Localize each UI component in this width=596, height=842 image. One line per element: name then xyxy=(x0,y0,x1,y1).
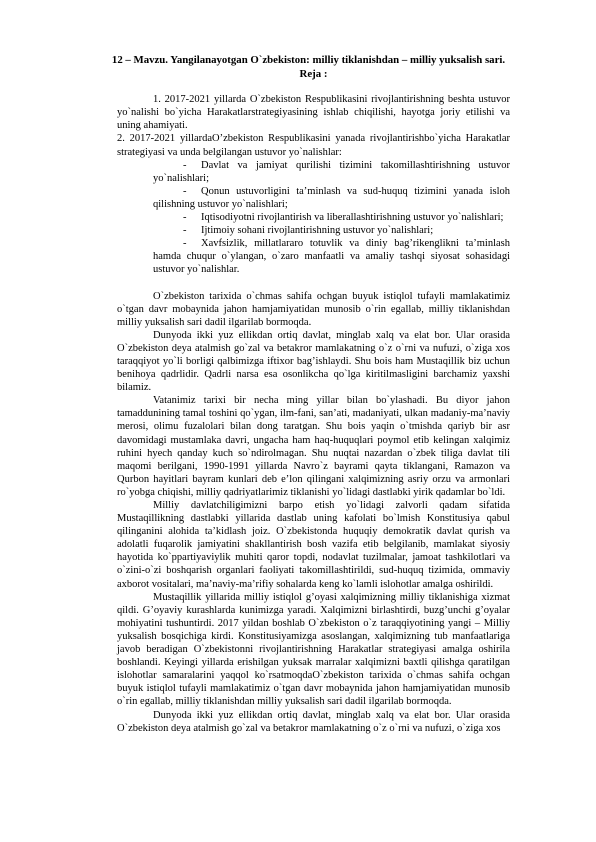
plan-subitem-text: Iqtisodiyotni rivojlantirish va liberallashtirishning ustuvor yo`nalishlari; xyxy=(201,212,504,224)
list-dash: - xyxy=(183,212,187,224)
list-dash: - xyxy=(183,159,187,171)
lesson-title: 12 – Mavzu. Yangilanayotgan O`zbekiston: milliy tiklanishdan – milliy yuksalish sari. xyxy=(111,54,506,66)
plan-subitem-text: Xavfsizlik, millatlararo totuvlik va diniy bag’rikenglikni ta’minlash hamda chuqur o`ylangan, o`zaro manfaatli va amaliy tashqi siyosat sohasidagi ustuvor yo`nalishlar. xyxy=(153,238,510,276)
body-paragraph: Dunyoda ikki yuz ellikdan ortiq davlat, minglab xalq va elat bor. Ular orasida O`zbekiston deya atalmish go`zal va betakror mamlakatning o`z o`rni va nufuzi, o`ziga xos taraqqiyot yo`li borligi qalbimizga iftixor bag’ishlaydi. Shu bois ham Mustaqillik biz uchun benihoya qadrlidir. Qadrli narsa esa osonlikcha qo`lga kiritilmasligini barchamiz yaxshi bilamiz. xyxy=(117,329,510,394)
spacer xyxy=(117,277,510,290)
list-dash: - xyxy=(183,185,187,197)
plan-subitem xyxy=(153,224,510,237)
body-paragraph: Vatanimiz tarixi bir necha ming yillar bilan bo`ylashadi. Bu diyor jahon tamaddunining tamal toshini qo`ygan, ilm-fani, san’ati, madaniyati, ulkan madaniy-ma’naviy merosi, olimu fuzalolari bilan dong taratgan. Shu bois yaqin o`tmishda qariyb bir asr davomidagi mustamlaka davri, ungacha ham haq-huquqlari poymol etib kelingan xalqimiz ruhini hyech qanday kuch so`ndirolmagan. Shu nuqtai nazardan o`zbek tiliga davlat tili maqomi berilgani, 1990-1991 yillarda Navro`z bayrami qayta tiklangani, Ramazon va Qurbon hayitlari bayram kunlari deb e’lon qilingani xalqimizning asriy orzu va armonlari ro`yobga chiqishi, milliy qadriyatlarimiz tiklanishi yo`lidagi dastlabki yirik qadamlar bo`ldi. xyxy=(117,395,510,498)
plan-subitem xyxy=(153,211,510,224)
plan-subitem xyxy=(153,159,510,185)
body-paragraph: Mustaqillik yillarida milliy istiqlol g’oyasi xalqimizning milliy tiklanishiga xizmat qildi. G’oyaviy kurashlarda kunimizga yaradi. Xalqimizni birlashtirdi, buzg’unchi g’oyalar mohiyatini tushuntirdi. 2017 yildan boshlab O`zbekiston o`z taraqqiyotining yangi – Milliy yuksalish bosqichiga kirdi. Konstitusiyamizga asoslangan, xalqimizning tub manfaatlariga javob beradigan O`zbekistonni rivojlantirishning Harakatlar strategiyasi amalga oshirila boshlandi. Keyingi yillarda erishilgan yuksak marralar xalqimizni baxtli qilishga qaratilgan islohotlar samaralarini yaqqol ko`rsatmoqdaO`zbekiston tarixida o`chmas sahifa ochgan buyuk istiqlol tufayli mamlakatimiz o`tgan davr mobaynida jahon hamjamiyatidan munosib o`rin egallab, milliy tiklanishdan milliy yuksalish sari dadil ilgarilab bormoqda. xyxy=(117,591,510,708)
plan-heading: Reja : xyxy=(299,67,328,80)
list-dash: - xyxy=(183,225,187,237)
plan-item-2-text: 2. 2017-2021 yillardaO’zbekiston Respublikasini yanada rivojlantirishbo`yicha Harakatlar strategiyasi va unda belgilangan ustuvor yo`nalishlar: xyxy=(117,133,510,158)
body-paragraph: Milliy davlatchiligimizni barpo etish yo`lidagi zalvorli qadam sifatida Mustaqillikning dastlabki yillarida dastlab uning kafolati bo`lmish Konstitusiya qabul qilinganini alohida ta’kidlash joiz. O`zbekistonda huquqiy demokratik davlat qurish va adolatli fuqarolik jamiyatini shakllantirish bosh vazifa etib belgilanib, mamlakat siyosiy hayotida ko`ppartiyaviylik muhiti qaror topdi, nodavlat tuzilmalar, jamoat tashkilotlari va o`zini-o`zi boshqarish organlari faoliyati takomillashtirildi, sud-huquq tizimida, ommaviy axborot vositalari, ma’naviy-ma’rifiy sohalarda keng ko`lamli islohotlar amalga oshirildi. xyxy=(117,500,510,590)
plan-subitem-text: Ijtimoiy sohani rivojlantirishning ustuvor yo`nalishlari; xyxy=(201,225,434,237)
list-dash: - xyxy=(183,238,187,250)
plan-subitem xyxy=(153,237,510,276)
plan-item-1: 1. 2017-2021 yillarda O`zbekiston Respublikasini rivojlantirishning beshta ustuvor yo`nalishi bo`yicha Harakatlarstrategiyasining ishlab chiqilishi, hayotga joriy etilishi va uning ahamiyati. xyxy=(117,94,510,132)
body-paragraph: Dunyoda ikki yuz ellikdan ortiq davlat, minglab xalq va elat bor. Ular orasida O`zbekiston deya atalmish go`zal va betakror mamlakatning o`z o`rni va nufuzi, o`ziga xos xyxy=(117,709,510,734)
plan-subitem xyxy=(153,185,510,211)
plan-subitem-text: Davlat va jamiyat qurilishi tizimini takomillashtirishning ustuvor yo`nalishlari; xyxy=(153,159,510,184)
plan-item-2 xyxy=(117,132,510,158)
body-paragraph: O`zbekiston tarixida o`chmas sahifa ochgan buyuk istiqlol tufayli mamlakatimiz o`tgan davr mobaynida jahon hamjamiyatidan munosib o`rin egallab, milliy tiklanishdan milliy yuksalish sari dadil ilgarilab bormoqda. xyxy=(117,290,510,328)
plan-subitem-text: Qonun ustuvorligini ta’minlash va sud-huquq tizimini yanada isloh qilishning ustuvor yo`nalishlari; xyxy=(153,185,510,210)
